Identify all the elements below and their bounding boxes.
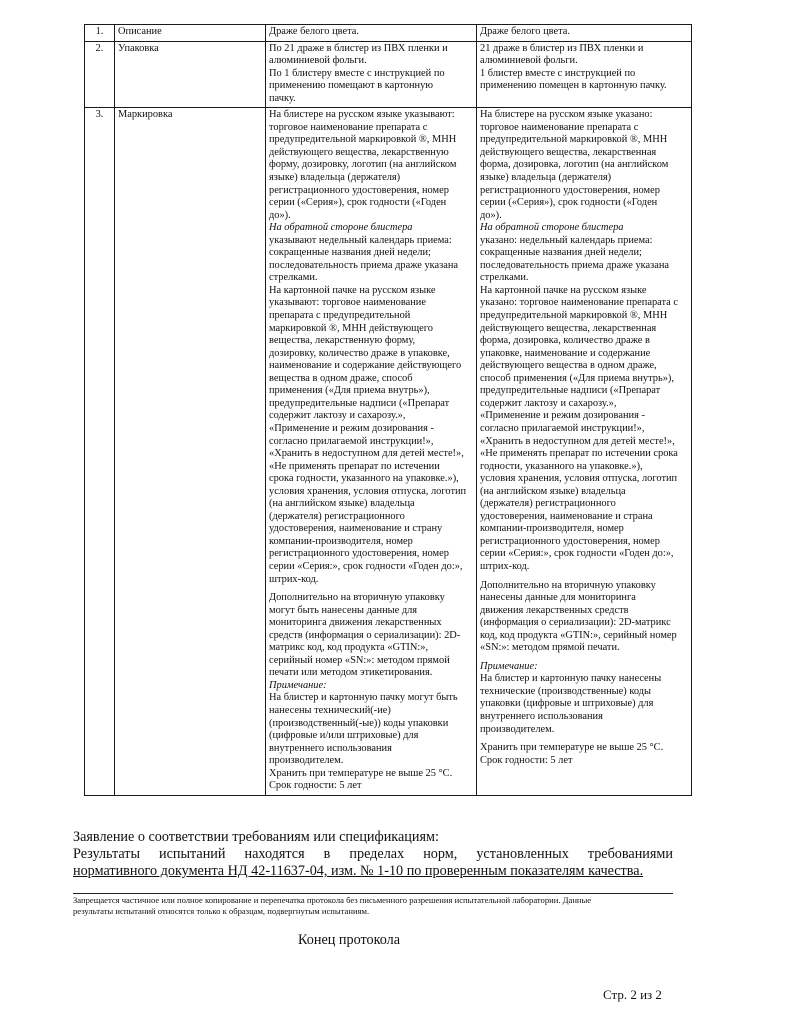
cell-line: технические (производственные) коды	[480, 685, 652, 697]
cell-line: регистрационного удостоверения, номер	[269, 184, 449, 196]
cell-line: удостоверения, наименование и страна	[480, 510, 653, 522]
cell-line: дозировку, количество драже в упаковке,	[269, 347, 450, 359]
cell-line: Драже белого цвета.	[480, 26, 570, 37]
end-of-protocol: Конец протокола	[298, 932, 401, 948]
cell-line: действующего вещества в одном драже,	[480, 360, 657, 372]
cell-line: предупредительной маркировкой ®, МНН	[480, 310, 668, 322]
cell-line: Драже белого цвета.	[269, 26, 359, 37]
cell-line: указано: торговое наименование препарата с	[480, 297, 678, 309]
cell-line: регистрационного удостоверения, номер	[480, 535, 660, 547]
conformity-result-line-2: нормативного документа НД 42-11637-04, изм. № 1-10 по проверенным показателям качества.	[73, 863, 644, 879]
cell-line: действующего вещества, лекарственную	[269, 146, 449, 158]
cell-line: указывают недельный календарь приема:	[269, 234, 452, 246]
cell-line: нанесены данные для мониторинга	[480, 592, 636, 604]
cell-line: регистрационного удостоверения, номер	[269, 548, 449, 560]
cell-line: движения лекарственных средств	[480, 604, 629, 616]
cell-line: (на английском языке) владельца	[480, 485, 626, 497]
cell-line: штрих-код.	[480, 560, 530, 572]
cell-line: удостоверения, наименование и страну	[269, 523, 443, 535]
cell-line: матрикс код, код продукта «GTIN:»,	[269, 642, 429, 654]
cell-line: до»).	[269, 209, 291, 221]
cell-line: упаковке, наименование и содержание	[480, 347, 651, 359]
cell-line: компании-производителя, номер	[269, 535, 413, 547]
copy-disclaimer	[73, 893, 673, 916]
cell-line: Срок годности: 5 лет	[480, 754, 573, 766]
cell-line: содержит лактозу и сахарозу.»,	[269, 410, 406, 422]
cell-line: предупредительные надписи («Препарат	[480, 385, 661, 397]
cell-line: Хранить при температуре не выше 25 °С.	[480, 742, 664, 754]
cell-line: языке) владельца (держателя)	[269, 172, 401, 184]
cell-line: код, код продукта «GTIN:», серийный номер	[480, 629, 677, 641]
cell-line: компании-производителя, номер	[480, 523, 624, 535]
conformity-result-line-1: Результаты испытаний находятся в пределах норм, установленных требованиями	[73, 846, 673, 862]
cell-line: стрелками.	[269, 272, 318, 284]
cell-line: форму, дозировку, логотип (на английском	[269, 159, 457, 171]
cell-line: 1 блистер вместе с инструкцией по	[480, 67, 636, 79]
cell-line: стрелками.	[480, 272, 529, 284]
cell-line: «Применение и режим дозирования -	[480, 410, 645, 422]
cell-line: средств (информация о сериализации): 2D-	[269, 629, 461, 641]
cell-line: Примечание:	[480, 660, 538, 672]
cell-line: торговое наименование препарата с	[480, 121, 639, 133]
table-row	[85, 41, 692, 108]
cell-line: (держателя) регистрационного	[269, 510, 405, 522]
result-cell	[477, 41, 692, 108]
cell-line: срока годности, указанного на упаковке.»),	[269, 473, 459, 485]
cell-line: последовательность приема драже указана	[480, 259, 670, 271]
cell-line: содержит лактозу и сахарозу.»,	[480, 397, 617, 409]
cell-line: Дополнительно на вторичную упаковку	[269, 592, 445, 604]
cell-line: применению помещен в картонную пачку.	[480, 80, 667, 92]
cell-line: согласно прилагаемой инструкции!»,	[269, 435, 434, 447]
cell-line: торговое наименование препарата с	[269, 121, 428, 133]
cell-line: По 21 драже в блистер из ПВХ пленки и	[269, 42, 448, 54]
table-row	[85, 108, 692, 796]
cell-line: действующего вещества, лекарственная	[480, 146, 657, 158]
cell-line: На блистере на русском языке указывают:	[269, 109, 455, 121]
cell-line: алюминиевой фольги.	[269, 55, 367, 67]
cell-line: нанесены технический(-ие)	[269, 704, 391, 716]
cell-line: На блистер и картонную пачку нанесены	[480, 673, 662, 685]
cell-line: могут быть нанесены данные для	[269, 604, 418, 616]
cell-line: маркировкой ®, МНН действующего	[269, 322, 433, 334]
cell-line: последовательность приема драже указана	[269, 259, 459, 271]
cell-line: Хранить при температуре не выше 25 °С.	[269, 767, 453, 779]
cell-line: форма, дозировка, количество драже в	[480, 335, 650, 347]
cell-line: предупредительной маркировкой ®, МНН	[269, 134, 457, 146]
requirement-cell	[266, 108, 477, 796]
cell-line: серии («Серия»), срок годности («Годен	[480, 197, 658, 209]
row-number: 1.	[85, 25, 115, 42]
table-body	[85, 25, 692, 796]
cell-line: Дополнительно на вторичную упаковку	[480, 579, 656, 591]
cell-line: (держателя) регистрационного	[480, 498, 616, 510]
specification-table	[84, 24, 692, 796]
conformity-heading: Заявление о соответствии требованиям или спецификациям:	[73, 829, 439, 845]
cell-line: «Не применять препарат по истечении срока	[480, 448, 678, 460]
cell-line: «Не применять препарат по истечении	[269, 460, 440, 472]
row-number: 2.	[85, 41, 115, 108]
cell-line: На картонной пачке на русском языке	[269, 284, 436, 296]
cell-line: до»).	[480, 209, 502, 221]
cell-line: серии «Серия:», срок годности «Годен до:»,	[480, 548, 674, 560]
conformity-statement	[73, 829, 673, 880]
cell-line: На обратной стороне блистера	[480, 222, 624, 234]
cell-line: «Применение и режим дозирования -	[269, 422, 434, 434]
requirement-cell	[266, 41, 477, 108]
cell-line: производителем.	[269, 755, 344, 767]
cell-line: «Хранить в недоступном для детей месте!»,	[480, 435, 675, 447]
cell-line: штрих-код.	[269, 573, 319, 585]
result-cell	[477, 108, 692, 796]
cell-line: языке) владельца (держателя)	[480, 172, 612, 184]
cell-line: согласно прилагаемой инструкции!»,	[480, 422, 645, 434]
cell-line: «Хранить в недоступном для детей месте!»,	[269, 448, 464, 460]
cell-line: упаковки (цифровые и штриховые) для	[480, 698, 654, 710]
cell-line: вещества в одном драже, способ	[269, 372, 413, 384]
cell-line: наименование и содержание действующего	[269, 360, 462, 372]
cell-line: По 1 блистеру вместе с инструкцией по	[269, 67, 445, 79]
cell-line: (на английском языке) владельца	[269, 498, 415, 510]
cell-line: внутреннего использования	[269, 742, 392, 754]
cell-line: серийный номер «SN:»: методом прямой	[269, 654, 450, 666]
cell-line: пачку.	[269, 92, 296, 104]
cell-line: На блистере на русском языке указано:	[480, 109, 653, 121]
cell-line: действующего вещества, лекарственная	[480, 322, 657, 334]
cell-line: условия хранения, условия отпуска, логотип	[269, 485, 467, 497]
page-number: Стр. 2 из 2	[603, 987, 662, 1002]
cell-line: Срок годности: 5 лет	[269, 780, 362, 792]
cell-line: препарата с предупредительной	[269, 310, 411, 322]
cell-line: На блистер и картонную пачку могут быть	[269, 692, 458, 704]
result-cell	[477, 25, 692, 42]
cell-line: (информация о сериализации): 2D-матрикс	[480, 617, 671, 629]
cell-line: применения («Для приема внутрь»),	[269, 385, 430, 397]
cell-line: серии «Серия:», срок годности «Годен до:»,	[269, 560, 463, 572]
cell-line: условия хранения, условия отпуска, логотип	[480, 473, 678, 485]
cell-line: Примечание:	[269, 679, 327, 691]
requirement-cell	[266, 25, 477, 42]
cell-line: применению помещают в картонную	[269, 80, 434, 92]
row-number: 3.	[85, 108, 115, 796]
cell-line: сокращенные названия дней недели;	[269, 247, 431, 259]
cell-line: форма, дозировка, логотип (на английском	[480, 159, 669, 171]
cell-line: На картонной пачке на русском языке	[480, 284, 647, 296]
cell-line: указано: недельный календарь приема:	[480, 234, 653, 246]
cell-line: печати или методом этикетирования.	[269, 667, 433, 679]
cell-line: производителем.	[480, 723, 555, 735]
cell-line: указывают: торговое наименование	[269, 297, 426, 309]
cell-line: серии («Серия»), срок годности («Годен	[269, 197, 447, 209]
cell-line: предупредительной маркировкой ®, МНН	[480, 134, 668, 146]
cell-line: способ применения («Для приема внутрь»),	[480, 372, 674, 384]
cell-line: алюминиевой фольги.	[480, 55, 578, 67]
cell-line: «SN:»: методом прямой печати.	[480, 642, 620, 654]
cell-line: предупредительные надписи («Препарат	[269, 397, 450, 409]
cell-line: мониторинга движения лекарственных	[269, 617, 442, 629]
disclaimer-line-2: результаты испытаний относятся только к образцам, подвергнутым испытаниям.	[73, 905, 370, 916]
cell-line: На обратной стороне блистера	[269, 222, 413, 234]
cell-line: регистрационного удостоверения, номер	[480, 184, 660, 196]
row-parameter: Описание	[115, 25, 266, 42]
cell-line: вещества, лекарственную форму,	[269, 335, 416, 347]
cell-line: 21 драже в блистер из ПВХ пленки и	[480, 42, 644, 54]
cell-line: сокращенные названия дней недели;	[480, 247, 642, 259]
disclaimer-line-1: Запрещается частичное или полное копирование и перепечатка протокола без письменного разрешения испытательной лаборатории. Данные	[73, 895, 592, 905]
row-parameter: Упаковка	[115, 41, 266, 108]
cell-line: (производственный(-ые)) коды упаковки	[269, 717, 449, 729]
row-parameter: Маркировка	[115, 108, 266, 796]
table-row	[85, 25, 692, 42]
cell-line: (цифровые и/или штриховые) для	[269, 730, 419, 742]
cell-line: годности, указанного на упаковке.»),	[480, 460, 643, 472]
cell-line: внутреннего использования	[480, 710, 603, 722]
